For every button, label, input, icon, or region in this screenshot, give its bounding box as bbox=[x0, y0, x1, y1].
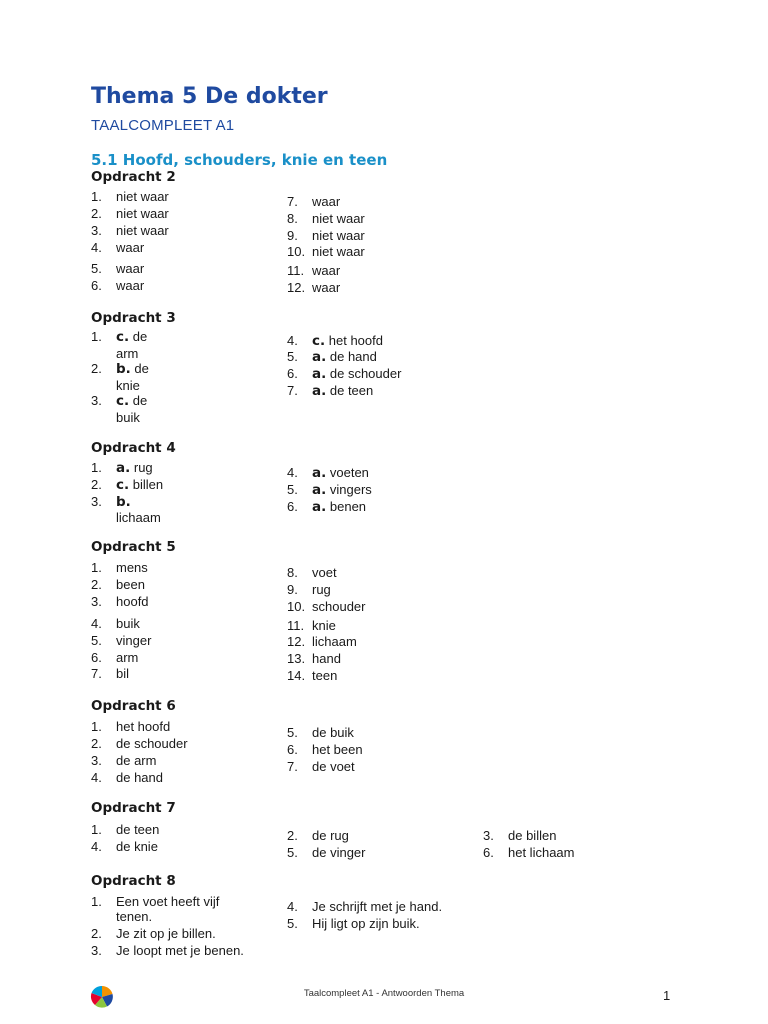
item-answer: de schouder bbox=[329, 366, 402, 381]
item-number: 8. bbox=[287, 565, 298, 580]
answer-letter: c. bbox=[116, 393, 130, 409]
section-heading: 5.1 Hoofd, schouders, knie en teen bbox=[91, 151, 388, 169]
item-number: 3. bbox=[91, 393, 102, 408]
item-answer: voeten bbox=[329, 465, 369, 480]
item-answer: knie bbox=[312, 618, 336, 633]
item-number: 14. bbox=[287, 668, 306, 683]
item-answer: schouder bbox=[312, 599, 366, 614]
item-answer: de knie bbox=[116, 839, 158, 854]
item-answer: waar bbox=[116, 261, 145, 276]
answer-letter: a. bbox=[312, 499, 327, 515]
item-answer: bil bbox=[116, 666, 130, 681]
item-number: 4. bbox=[91, 770, 102, 785]
item-number: 2. bbox=[91, 477, 102, 492]
answer-letter: b. bbox=[116, 361, 131, 377]
opdracht-8-heading: Opdracht 8 bbox=[91, 873, 176, 889]
item-number: 1. bbox=[91, 329, 102, 344]
item-answer: waar bbox=[312, 263, 341, 278]
item-number: 6. bbox=[483, 845, 494, 860]
item-number: 1. bbox=[91, 560, 102, 575]
item-number: 4. bbox=[287, 899, 298, 914]
item-answer: rug bbox=[312, 582, 331, 597]
item-answer: de arm bbox=[116, 753, 157, 768]
footer-text: Taalcompleet A1 - Antwoorden Thema bbox=[303, 988, 465, 999]
item-answer: billen bbox=[132, 477, 164, 492]
item-number: 2. bbox=[91, 926, 102, 941]
item-answer: waar bbox=[312, 280, 341, 295]
item-number: 5. bbox=[287, 916, 298, 931]
item-number: 1. bbox=[91, 894, 102, 909]
answer-letter: a. bbox=[312, 465, 327, 481]
answer-letter: c. bbox=[116, 329, 130, 345]
item-answer-continuation: arm bbox=[116, 346, 139, 361]
item-answer: been bbox=[116, 577, 145, 592]
item-answer: niet waar bbox=[116, 223, 169, 238]
item-answer: waar bbox=[312, 194, 341, 209]
opdracht-3-heading: Opdracht 3 bbox=[91, 310, 176, 326]
item-number: 6. bbox=[91, 650, 102, 665]
item-number: 3. bbox=[91, 753, 102, 768]
item-number: 8. bbox=[287, 211, 298, 226]
item-number: 5. bbox=[287, 725, 298, 740]
item-number: 6. bbox=[91, 278, 102, 293]
item-answer: Hij ligt op zijn buik. bbox=[312, 916, 420, 931]
item-answer: Je zit op je billen. bbox=[116, 926, 216, 941]
item-answer: rug bbox=[133, 460, 153, 475]
page-number: 1 bbox=[663, 988, 671, 1003]
item-number: 5. bbox=[91, 633, 102, 648]
item-number: 12. bbox=[287, 280, 306, 295]
item-answer: niet waar bbox=[312, 244, 365, 259]
page-subtitle: TAALCOMPLEET A1 bbox=[91, 117, 235, 134]
item-number: 2. bbox=[287, 828, 298, 843]
item-number: 7. bbox=[287, 383, 298, 398]
item-answer: de buik bbox=[312, 725, 354, 740]
item-answer: lichaam bbox=[312, 634, 357, 649]
item-answer: teen bbox=[312, 668, 338, 683]
item-answer: niet waar bbox=[116, 206, 169, 221]
item-answer: waar bbox=[116, 278, 145, 293]
item-answer-continuation: lichaam bbox=[116, 510, 161, 525]
item-number: 3. bbox=[91, 494, 102, 509]
item-number: 2. bbox=[91, 736, 102, 751]
item-answer: arm bbox=[116, 650, 139, 665]
item-answer: de bbox=[132, 329, 148, 344]
item-number: 4. bbox=[91, 240, 102, 255]
item-answer-continuation: tenen. bbox=[116, 909, 153, 924]
item-answer: het hoofd bbox=[328, 333, 383, 348]
item-number: 9. bbox=[287, 228, 298, 243]
item-number: 7. bbox=[91, 666, 102, 681]
item-answer: Een voet heeft vijf bbox=[116, 894, 220, 909]
item-number: 7. bbox=[287, 194, 298, 209]
item-answer: Je loopt met je benen. bbox=[116, 943, 244, 958]
answer-letter: a. bbox=[312, 482, 327, 498]
item-answer: mens bbox=[116, 560, 148, 575]
item-number: 4. bbox=[287, 333, 298, 348]
item-answer: het hoofd bbox=[116, 719, 171, 734]
answer-letter: c. bbox=[312, 333, 326, 349]
item-answer: de teen bbox=[116, 822, 160, 837]
item-answer: niet waar bbox=[312, 228, 365, 243]
item-answer: de rug bbox=[312, 828, 349, 843]
item-number: 1. bbox=[91, 822, 102, 837]
item-answer: vingers bbox=[329, 482, 372, 497]
item-number: 5. bbox=[287, 845, 298, 860]
item-number: 13. bbox=[287, 651, 306, 666]
item-answer: de billen bbox=[508, 828, 557, 843]
item-number: 1. bbox=[91, 460, 102, 475]
item-answer: hoofd bbox=[116, 594, 149, 609]
answer-letter: a. bbox=[312, 349, 327, 365]
opdracht-2-heading: Opdracht 2 bbox=[91, 169, 176, 185]
item-number: 11. bbox=[287, 263, 305, 278]
answer-letter: a. bbox=[116, 460, 131, 476]
item-answer: Je schrijft met je hand. bbox=[312, 899, 443, 914]
item-number: 9. bbox=[287, 582, 298, 597]
item-answer: buik bbox=[116, 616, 140, 631]
item-number: 1. bbox=[91, 189, 102, 204]
item-answer: de voet bbox=[312, 759, 355, 774]
item-number: 3. bbox=[91, 943, 102, 958]
item-answer: het been bbox=[312, 742, 363, 757]
item-answer: de schouder bbox=[116, 736, 188, 751]
item-answer: de teen bbox=[329, 383, 374, 398]
item-number: 5. bbox=[91, 261, 102, 276]
opdracht-4-heading: Opdracht 4 bbox=[91, 440, 176, 456]
item-number: 2. bbox=[91, 577, 102, 592]
item-answer: hand bbox=[312, 651, 341, 666]
item-number: 4. bbox=[91, 616, 102, 631]
item-answer: niet waar bbox=[312, 211, 365, 226]
item-number: 5. bbox=[287, 482, 298, 497]
item-answer: de hand bbox=[329, 349, 377, 364]
item-answer: de bbox=[134, 361, 149, 376]
answer-letter: c. bbox=[116, 477, 130, 493]
item-answer-continuation: buik bbox=[116, 410, 140, 425]
item-number: 3. bbox=[91, 594, 102, 609]
item-answer: niet waar bbox=[116, 189, 169, 204]
item-answer: voet bbox=[312, 565, 337, 580]
item-number: 12. bbox=[287, 634, 306, 649]
item-number: 4. bbox=[287, 465, 298, 480]
opdracht-7-heading: Opdracht 7 bbox=[91, 800, 176, 816]
item-number: 10. bbox=[287, 244, 306, 259]
item-number: 4. bbox=[91, 839, 102, 854]
item-answer: de vinger bbox=[312, 845, 366, 860]
opdracht-5-heading: Opdracht 5 bbox=[91, 539, 176, 555]
opdracht-6-heading: Opdracht 6 bbox=[91, 698, 176, 714]
item-number: 6. bbox=[287, 499, 298, 514]
item-answer-continuation: knie bbox=[116, 378, 140, 393]
answer-letter: a. bbox=[312, 383, 327, 399]
page-title: Thema 5 De dokter bbox=[91, 84, 328, 109]
item-number: 6. bbox=[287, 742, 298, 757]
item-number: 3. bbox=[91, 223, 102, 238]
item-number: 7. bbox=[287, 759, 298, 774]
item-answer: vinger bbox=[116, 633, 152, 648]
item-number: 3. bbox=[483, 828, 494, 843]
item-answer: benen bbox=[329, 499, 367, 514]
answer-letter: a. bbox=[312, 366, 327, 382]
item-answer: de bbox=[132, 393, 148, 408]
item-answer: de hand bbox=[116, 770, 163, 785]
item-answer: waar bbox=[116, 240, 145, 255]
answer-letter: b. bbox=[116, 494, 131, 510]
item-number: 11. bbox=[287, 618, 305, 633]
item-number: 6. bbox=[287, 366, 298, 381]
item-number: 2. bbox=[91, 361, 102, 376]
item-number: 2. bbox=[91, 206, 102, 221]
item-number: 1. bbox=[91, 719, 102, 734]
item-answer: het lichaam bbox=[508, 845, 575, 860]
item-number: 5. bbox=[287, 349, 298, 364]
item-number: 10. bbox=[287, 599, 306, 614]
